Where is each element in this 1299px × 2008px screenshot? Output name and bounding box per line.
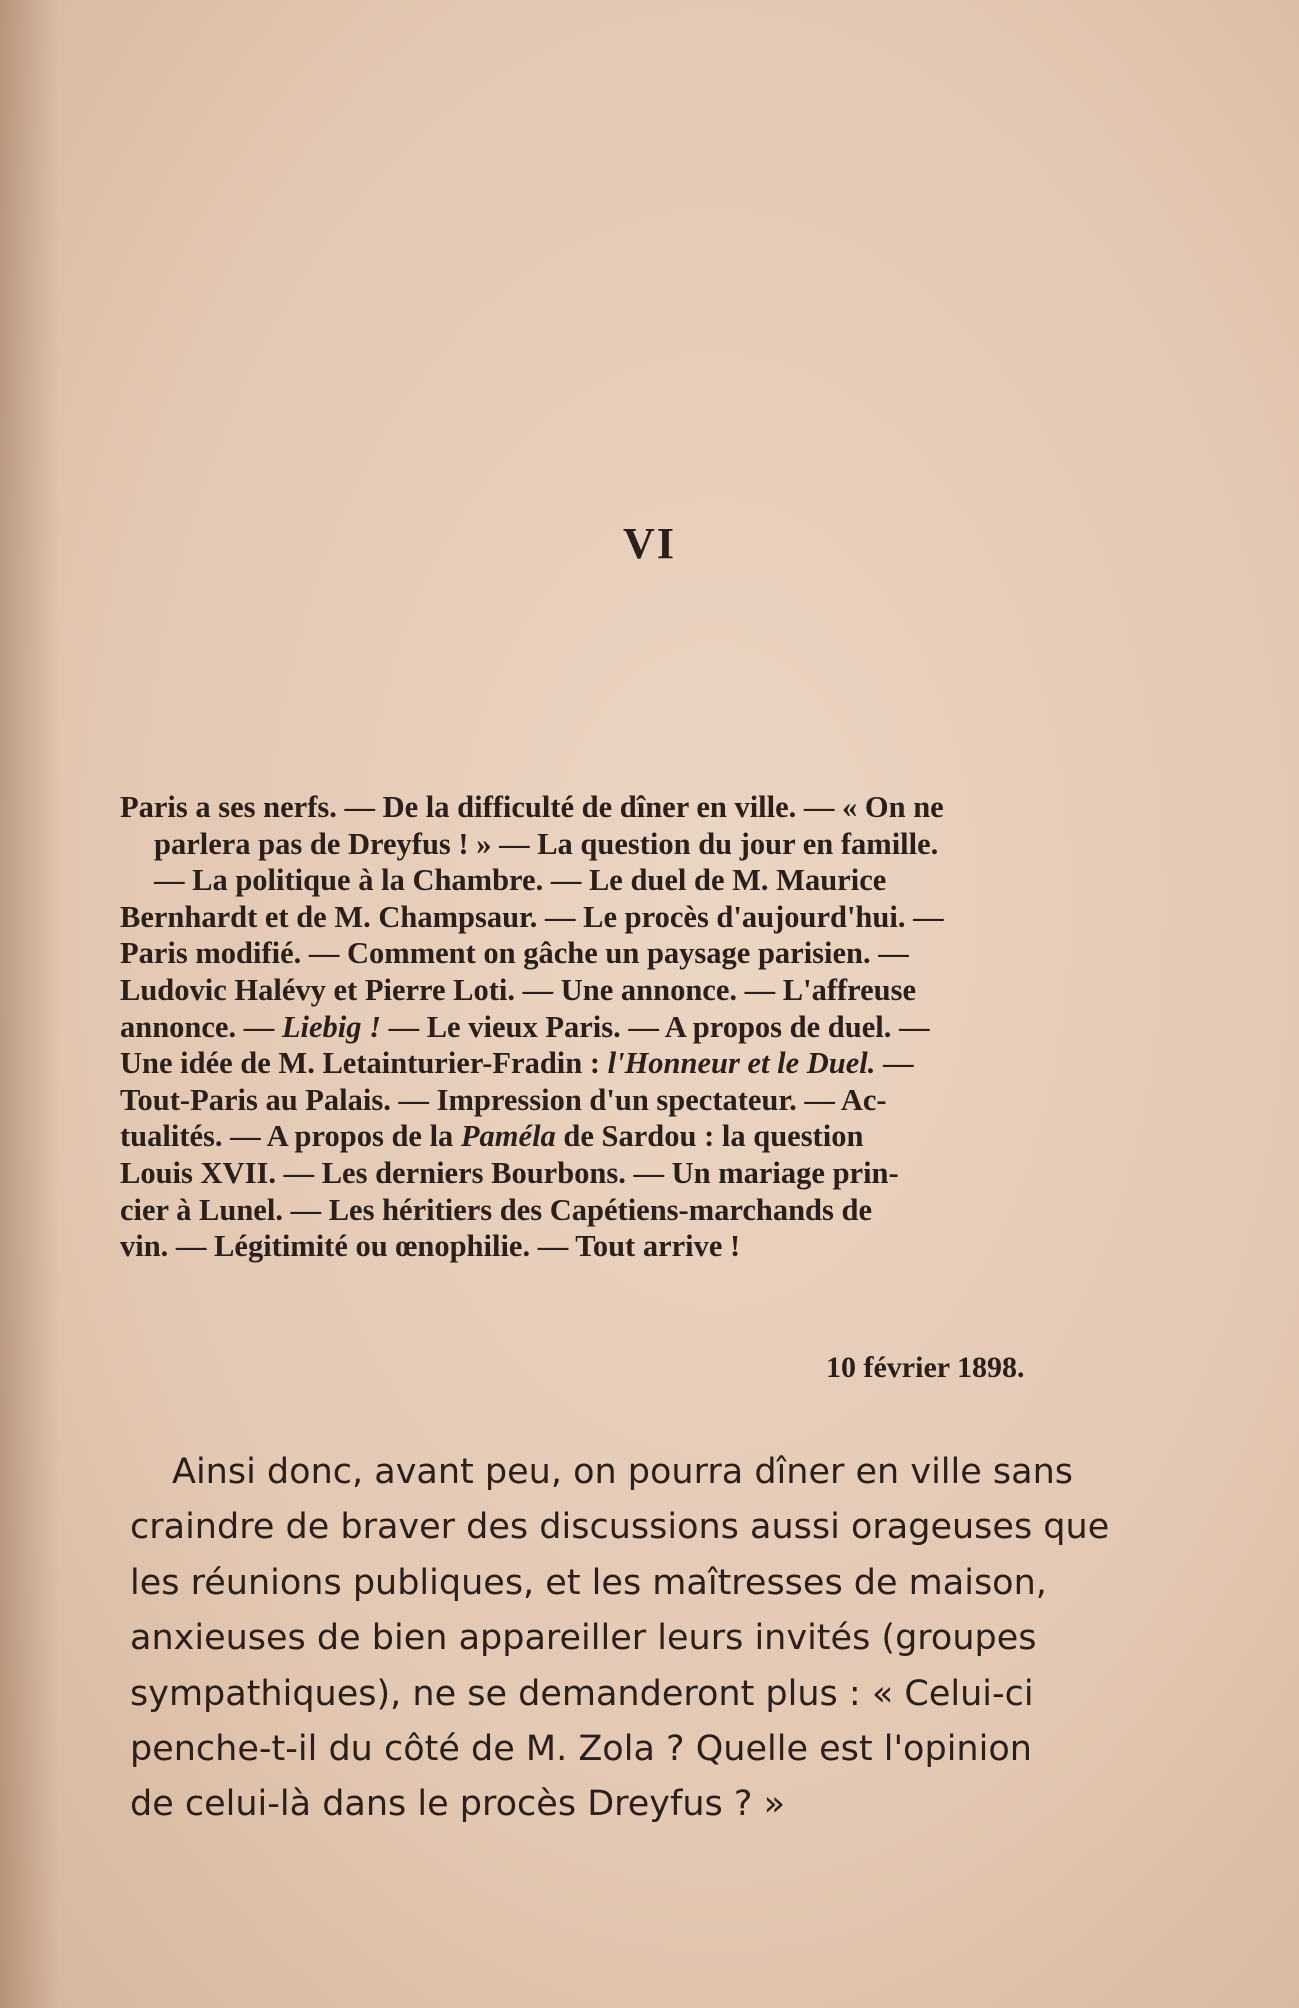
summary-line: parlera pas de Dreyfus ! » — La question du jour en famille.	[154, 826, 939, 861]
body-line: sympathiques), ne se demanderont plus : « Celui-ci	[130, 1673, 1034, 1714]
summary-italic-title: Liebig !	[281, 1009, 381, 1044]
body-line: Ainsi donc, avant peu, on pourra dîner en ville sans	[172, 1452, 1073, 1492]
summary-line: cier à Lunel. — Les héritiers des Capétiens-marchands de	[120, 1192, 873, 1227]
summary-text: de Sardou : la question	[555, 1119, 864, 1154]
summary-line	[120, 1045, 1180, 1082]
summary-line: vin. — Légitimité ou œnophilie. — Tout arrive !	[120, 1229, 741, 1264]
summary-line: Ludovic Halévy et Pierre Loti. — Une annonce. — L'affreuse	[120, 972, 917, 1007]
body-line: craindre de braver des discussions aussi orageuses que	[130, 1507, 1110, 1548]
summary-line: Bernhardt et de M. Champsaur. — Le procès d'aujourd'hui. —	[120, 899, 944, 934]
summary-line: Paris modifié. — Comment on gâche un paysage parisien. —	[120, 936, 909, 971]
chapter-number: VI	[623, 519, 676, 568]
chapter-date: 10 février 1898.	[826, 1351, 1025, 1384]
chapter-summary	[120, 789, 1180, 1265]
summary-line	[120, 1009, 1180, 1046]
summary-text: —	[875, 1046, 914, 1081]
summary-text: tualités. — A propos de la	[120, 1119, 461, 1154]
body-line: anxieuses de bien appareiller leurs invités (groupes	[130, 1618, 1037, 1659]
summary-line: Louis XVII. — Les derniers Bourbons. — Un mariage prin-	[120, 1155, 899, 1190]
summary-italic-title: Paméla	[460, 1119, 556, 1154]
summary-line: Tout-Paris au Palais. — Impression d'un spectateur. — Ac-	[120, 1082, 887, 1117]
page-edge-shadow	[0, 0, 60, 2008]
body-line: de celui-là dans le procès Dreyfus ? »	[130, 1784, 785, 1825]
summary-text: Une idée de M. Letainturier-Fradin :	[120, 1046, 608, 1081]
body-line: penche-t-il du côté de M. Zola ? Quelle est l'opinion	[130, 1729, 1032, 1770]
summary-italic-title: l'Honneur et le Duel.	[607, 1046, 876, 1081]
body-paragraph	[130, 1445, 1195, 1833]
body-line: les réunions publiques, et les maîtresses de maison,	[130, 1562, 1047, 1603]
summary-text: — Le vieux Paris. — A propos de duel. —	[380, 1009, 930, 1044]
summary-line: Paris a ses nerfs. — De la difficulté de dîner en ville. — « On ne	[120, 790, 944, 824]
summary-text: annonce. —	[120, 1009, 282, 1044]
summary-line	[120, 1118, 1180, 1155]
summary-line: — La politique à la Chambre. — Le duel de M. Maurice	[154, 863, 887, 898]
